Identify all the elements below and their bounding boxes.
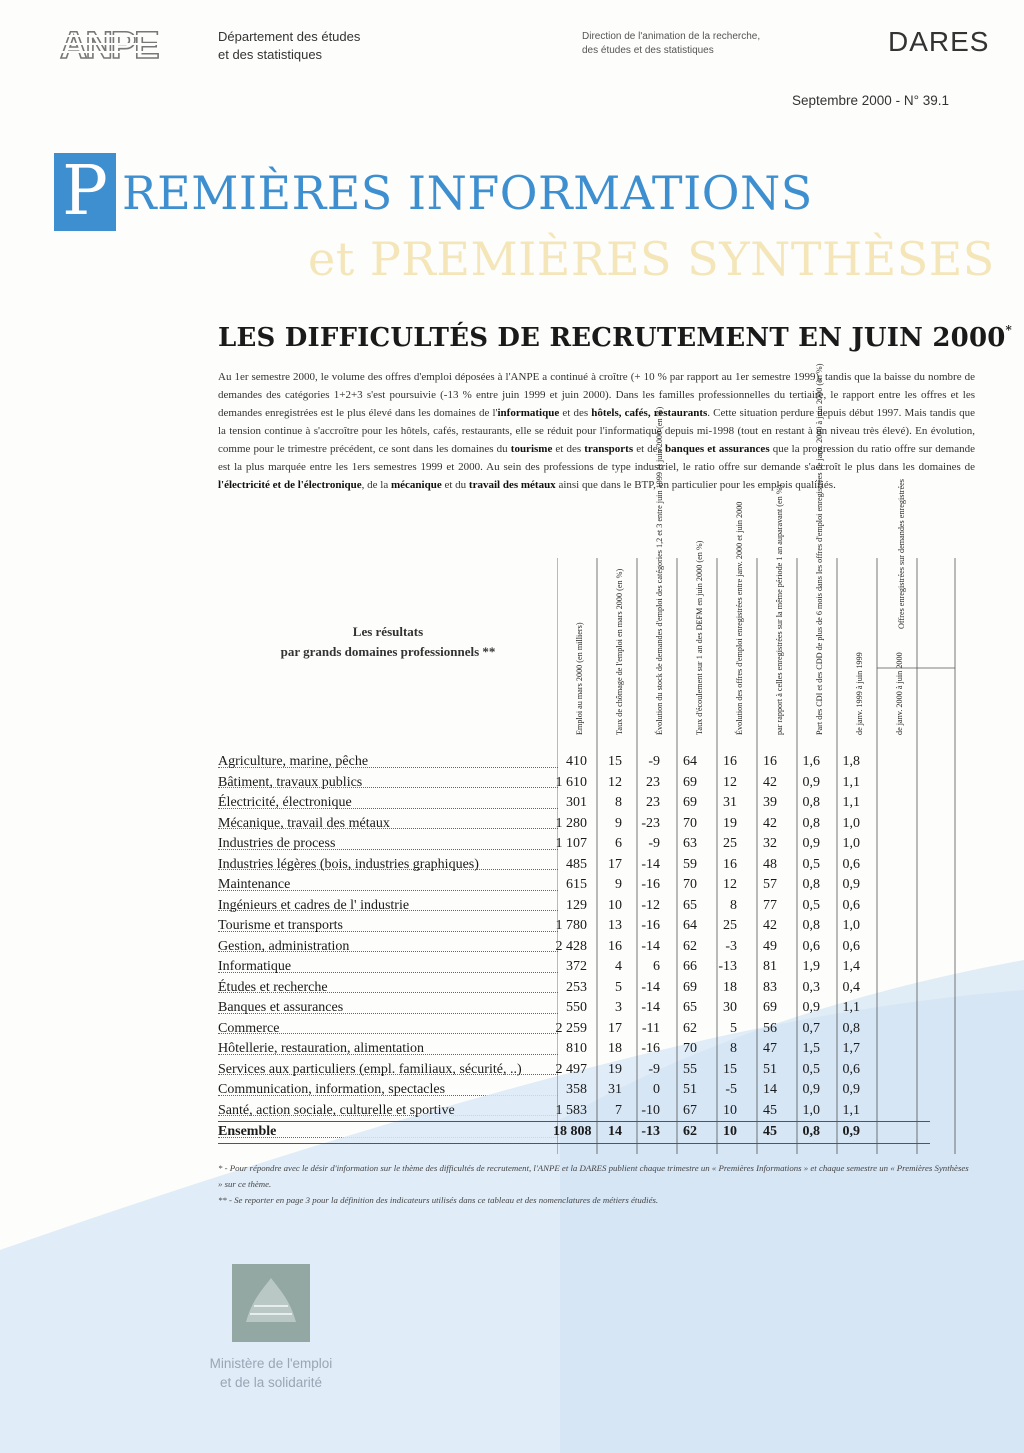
table-cell: 1,0 [842,815,860,831]
row-label [218,834,558,855]
table-cell: 42 [763,774,777,790]
table-cell: 69 [683,795,697,810]
intro-text: et des [552,443,585,455]
anpe-logo [58,24,196,66]
table-cell: -9 [648,754,660,769]
intro-emphasis: tourisme [510,443,553,455]
row-label-text: Hôtellerie, restauration, alimentation [218,1041,425,1056]
table-cell: 45 [763,1102,777,1118]
row-label-text: Industries légères (bois, industries graphiques) [218,856,479,872]
table-row [218,773,930,794]
table-cell: 358 [566,1082,587,1097]
table-cell: 65 [683,897,697,913]
table-row [218,1080,930,1101]
table-cell: -9 [648,1061,660,1077]
table-row [218,793,930,814]
table-cell: 0,9 [842,1082,860,1097]
row-label [218,875,558,896]
row-label-text: Maintenance [218,877,291,892]
row-label [218,1060,558,1081]
table-cell: 0,7 [802,1020,820,1036]
table-cell: -3 [725,938,737,954]
table-cell: 42 [763,918,777,933]
table-row [218,855,930,876]
intro-emphasis: travail des métaux [468,479,556,491]
row-label [218,1039,558,1060]
intro-emphasis: transports [584,443,634,455]
department-line-2: et des statistiques [218,47,323,62]
table-cell: 12 [608,774,622,790]
column-header-label: Évolution des offres d'emploi enregistrées entre janv. 2000 et juin 2000 [735,501,744,735]
table-cell: 81 [763,959,777,974]
table-cell: 25 [723,836,737,851]
table-cell: 1,7 [842,1041,860,1056]
table-cell: 0,5 [802,856,820,872]
table-cell: 18 [723,979,737,995]
table-cell: 253 [566,979,587,995]
table-cell: 8 [615,795,622,810]
anpe-logo-text: ANPE [60,25,158,66]
table-cell: -16 [641,1041,660,1056]
table-cell: 10 [723,1124,737,1139]
table-cell: 56 [763,1020,777,1036]
table-cell: -16 [641,918,660,933]
table-cell: -14 [641,938,660,954]
table-cell: 16 [608,938,622,954]
table-cell: 9 [615,877,622,892]
row-label-text: Services aux particuliers (empl. familiaux, sécurité, ..) [218,1061,522,1077]
intro-text: ainsi que dans le BTP, en particulier pour les emplois qualifiés. [555,479,836,491]
table-cell: 1 583 [555,1102,587,1118]
row-label-text: Études et recherche [218,979,328,995]
issue-number: Septembre 2000 - N° 39.1 [792,93,949,108]
direction-line-2: des études et des statistiques [582,45,714,56]
table-cell: 15 [723,1061,737,1077]
table-cell: 17 [608,1020,622,1036]
table-cell: -10 [641,1102,660,1118]
table-cell: 12 [723,877,737,892]
table-cell: 6 [615,836,622,851]
row-label [218,1080,558,1101]
table-row [218,1060,930,1081]
intro-text: et du [441,479,469,491]
table-row [218,875,930,896]
article-title-text: LES DIFFICULTÉS DE RECRUTEMENT EN JUIN 2000 [218,323,1006,353]
table-cell: 77 [763,897,777,913]
row-label [218,998,558,1019]
table-cell: 23 [646,795,660,810]
row-label [218,1101,558,1122]
table-cell: 14 [763,1082,777,1097]
table-cell: 16 [723,754,737,769]
direction-line-1: Direction de l'animation de la recherche, [582,31,761,42]
table-cell: 0,9 [842,877,860,892]
table-row [218,1101,930,1122]
table-cell: 6 [653,959,660,974]
table-row [218,1039,930,1060]
table-cell: 62 [683,1020,697,1036]
results-table [218,752,930,1144]
row-label [218,1122,558,1143]
table-cell: 55 [683,1061,697,1077]
direction-name [582,30,760,58]
intro-text: que la progression du ratio offre sur demande est la plus marquée entre les 1ers semestres 1999 et 2000. Au sein des professions de type industriel, le ratio offre sur demande s'accroît le plus dans les domaines de [218,443,976,473]
table-cell: 47 [763,1041,777,1056]
table-cell: 0,6 [842,856,860,872]
row-label [218,1019,558,1040]
table-cell: -12 [641,897,660,913]
department-name [218,28,360,64]
table-cell: 0,6 [802,938,820,954]
table-cell: 10 [608,897,622,913]
row-label-text: Informatique [218,959,292,974]
table-cell: 0,9 [802,1082,820,1097]
table-cell: 0,8 [802,815,820,831]
table-cell: 23 [646,774,660,790]
intro-text: . Cette situation perdure depuis début 1997. Mais tandis que la tension continue à s'accroître pour les hôtels, cafés, restaurants, elle se réduit pour l'informatique depuis mi-1998 (tout en restant à un niveau très élevé). En évolution, comme pour le trimestre précédent, ce sont dans les domaines du [218,407,975,455]
table-cell: 8 [730,1041,737,1056]
column-header-label: Emploi au mars 2000 (en milliers) [575,622,584,735]
table-heading-line-2: par grands domaines professionnels ** [280,644,496,659]
table-cell: -14 [641,856,660,872]
row-label-text: Tourisme et transports [218,918,343,933]
table-cell: 13 [608,918,622,933]
table-cell: 0,6 [842,938,860,954]
row-label [218,855,558,876]
column-header-label: de janv. 1999 à juin 1999 [855,652,864,735]
table-cell: 1,0 [842,836,860,851]
intro-emphasis: hôtels, cafés, restaurants [591,407,708,419]
table-cell: 64 [683,754,697,769]
ministry-name [186,1354,356,1392]
intro-emphasis: banques et assurances [665,443,770,455]
table-cell: 10 [723,1102,737,1118]
row-label [218,916,558,937]
table-cell: -11 [641,1020,660,1036]
table-row [218,957,930,978]
table-cell: -5 [725,1082,737,1097]
table-cell: 3 [615,1000,622,1015]
table-cell: 70 [683,877,697,892]
footnotes [218,1160,970,1208]
column-header-label: Taux de chômage de l'emploi en mars 2000 (en %) [615,568,624,735]
row-label-text: Électricité, électronique [218,795,352,810]
dares-label: DARES [888,26,990,57]
table-cell: 2 428 [555,938,587,954]
table-cell: 1,0 [842,918,860,933]
masthead-title-line-1: REMIÈRES INFORMATIONS [122,166,813,220]
row-label-text: Ingénieurs et cadres de l' industrie [218,897,410,913]
table-cell: 0 [653,1082,660,1097]
table-cell: 18 [608,1041,622,1056]
table-cell: 42 [763,815,777,831]
row-label-text: Agriculture, marine, pêche [218,754,369,769]
table-row [218,998,930,1019]
table-cell: 19 [723,815,737,831]
row-label [218,957,558,978]
table-cell: 4 [615,959,622,974]
table-cell: 0,9 [802,836,820,851]
row-label [218,793,558,814]
article-title-mark: * [1005,323,1013,337]
table-cell: 1 780 [555,918,587,933]
table-cell: 48 [763,856,777,872]
group-header-label: Offres enregistrées sur demandes enregistrées [897,479,906,629]
table-cell: 0,6 [842,1061,860,1077]
table-cell: 1,6 [802,754,820,769]
table-cell: 31 [723,795,737,810]
table-cell: 0,9 [802,774,820,790]
ministry-line-2: et de la solidarité [219,1375,323,1390]
table-cell: 65 [683,1000,697,1015]
table-cell: 17 [608,856,622,872]
column-header-label: Taux d'écoulement sur 1 an des DEFM en juin 2000 (en %) [695,540,704,735]
table-cell: 485 [566,856,587,872]
table-cell: 63 [683,836,697,851]
table-cell: -23 [641,815,660,831]
table-cell: 301 [566,795,587,810]
table-cell: 70 [683,815,697,831]
table-cell: 69 [763,1000,777,1015]
table-cell: 0,9 [842,1124,860,1139]
intro-text: et des [633,443,665,455]
row-label-text: Mécanique, travail des métaux [218,815,390,831]
intro-emphasis: informatique [497,407,560,419]
masthead-p-letter: P [62,152,108,231]
table-cell: 5 [615,979,622,995]
table-cell: 51 [763,1061,777,1077]
table-row [218,1019,930,1040]
table-row [218,978,930,999]
table-cell: 0,8 [802,795,820,810]
table-row [218,752,930,773]
table-cell: 410 [566,754,587,769]
department-line-1: Département des études [218,29,361,44]
row-label-text: Banques et assurances [218,1000,344,1015]
table-cell: -13 [718,959,737,974]
table-row [218,814,930,835]
table-cell: 1 107 [555,836,587,851]
row-label [218,814,558,835]
table-cell: 16 [723,856,737,872]
table-cell: 0,9 [802,1000,820,1015]
masthead-title-line-2: et PREMIÈRES SYNTHÈSES [308,232,995,286]
table-cell: 51 [683,1082,697,1097]
row-label-text: Ensemble [218,1124,277,1139]
table-cell: 1,0 [802,1102,820,1118]
table-cell: 45 [763,1124,777,1139]
table-heading [222,622,554,662]
row-label [218,978,558,999]
table-cell: 1,1 [842,1000,860,1015]
table-cell: 550 [566,1000,587,1015]
table-cell: 64 [683,918,697,933]
table-cell: 0,8 [842,1020,860,1036]
table-cell: 7 [615,1102,622,1118]
row-label-text: Commerce [218,1020,280,1036]
intro-text: Au 1er semestre 2000, le volume des offres d'emploi déposées à l'ANPE a continué à croître (+ 10 % par rapport au 1er semestre 1999), tandis que la baisse du nombre de demandes des catégories 1+2+3 s'est poursuivie (-13 % entre juin 1999 et juin 2000). Dans les familles professionnelles du tertiaire, le rapport entre les offres et les demandes enregistrées est le plus élevé dans les domaines de l' [218,371,975,419]
row-label-text: Santé, action sociale, culturelle et sportive [218,1102,455,1118]
table-cell: 70 [683,1041,697,1056]
table-cell: 2 497 [555,1061,587,1077]
table-cell: 1 610 [555,774,587,790]
table-cell: 25 [723,918,737,933]
table-cell: 0,3 [802,979,820,995]
row-label-text: Bâtiment, travaux publics [218,774,363,790]
table-cell: 2 259 [555,1020,587,1036]
table-cell: 57 [763,877,777,892]
table-cell: 59 [683,856,697,872]
table-cell: 49 [763,938,777,954]
row-label [218,937,558,958]
table-cell: 67 [683,1102,697,1118]
row-label-text: Gestion, administration [218,938,350,954]
table-cell: -13 [641,1124,660,1139]
table-cell: 0,5 [802,1061,820,1077]
table-cell: 15 [608,754,622,769]
table-cell: 8 [730,897,737,913]
table-cell: -9 [648,836,660,851]
table-total-row [218,1121,930,1144]
table-cell: 16 [763,754,777,769]
table-cell: 12 [723,774,737,790]
row-label [218,752,558,773]
table-cell: 0,8 [802,877,820,892]
table-cell: 1,4 [842,959,860,974]
table-row [218,834,930,855]
intro-text: et des [559,407,592,419]
footnote-2: ** - Se reporter en page 3 pour la définition des indicateurs utilisés dans ce tableau et des nomenclatures de métiers étudiés. [218,1195,659,1205]
table-cell: 1,1 [842,795,860,810]
table-cell: 30 [723,1000,737,1015]
row-label [218,896,558,917]
ministry-line-1: Ministère de l'emploi [209,1356,333,1371]
ministry-logo [232,1264,310,1342]
footnote-1: * - Pour répondre avec le désir d'information sur le thème des difficultés de recrutement, l'ANPE et la DARES publient chaque trimestre un « Premières Informations » et chaque semestre un « Premières Synthèses » sur ce thème. [218,1163,969,1189]
column-header-label: de janv. 2000 à juin 2000 [895,652,904,735]
intro-text: , de la [361,479,391,491]
table-row [218,916,930,937]
table-cell: 32 [763,836,777,851]
article-intro [218,368,975,494]
table-cell: 19 [608,1061,622,1077]
table-cell: 18 808 [553,1124,592,1139]
table-cell: 615 [566,877,587,892]
table-cell: 31 [608,1082,622,1097]
table-cell: 83 [763,979,777,995]
table-cell: 0,8 [802,918,820,933]
table-row [218,896,930,917]
table-cell: 69 [683,979,697,995]
intro-emphasis: mécanique [390,479,442,491]
table-row [218,937,930,958]
table-cell: -14 [641,979,660,995]
table-cell: 0,6 [842,897,860,913]
row-label-text: Industries de process [218,836,336,851]
table-heading-line-1: Les résultats [352,624,424,639]
article-title [218,323,1012,353]
column-header-label: Évolution du stock de demandes d'emploi des catégories 1,2 et 3 entre juin 1999 et juin 2000 (en %) [655,406,664,735]
table-cell: 66 [683,959,697,974]
row-label [218,773,558,794]
table-cell: 14 [608,1124,622,1139]
table-cell: 0,8 [802,1124,820,1139]
table-cell: 372 [566,959,587,974]
column-header-label: Part des CDI et des CDD de plus de 6 mois dans les offres d'emploi enregistrées de janv. 2000 à juin 2000 (en %) [815,363,824,735]
table-cell: -14 [641,1000,660,1015]
table-cell: 1 280 [555,815,587,831]
table-cell: 1,1 [842,774,860,790]
table-cell: 9 [615,815,622,831]
table-cell: 69 [683,774,697,790]
table-cell: 1,9 [802,959,820,974]
table-cell: 0,5 [802,897,820,913]
table-cell: 1,1 [842,1102,860,1118]
table-cell: 1,5 [802,1041,820,1056]
table-cell: 0,4 [842,979,860,995]
table-cell: -16 [641,877,660,892]
intro-emphasis: l'électricité et de l'électronique [218,479,362,491]
column-header-label: par rapport à celles enregistrées sur la même période 1 an auparavant (en %) [775,484,784,735]
row-label-text: Communication, information, spectacles [218,1082,446,1097]
table-cell: 1,8 [842,754,860,769]
table-cell: 39 [763,795,777,810]
table-cell: 129 [566,897,587,913]
table-cell: 62 [683,1124,697,1139]
table-cell: 5 [730,1020,737,1036]
table-cell: 810 [566,1041,587,1056]
table-cell: 62 [683,938,697,954]
